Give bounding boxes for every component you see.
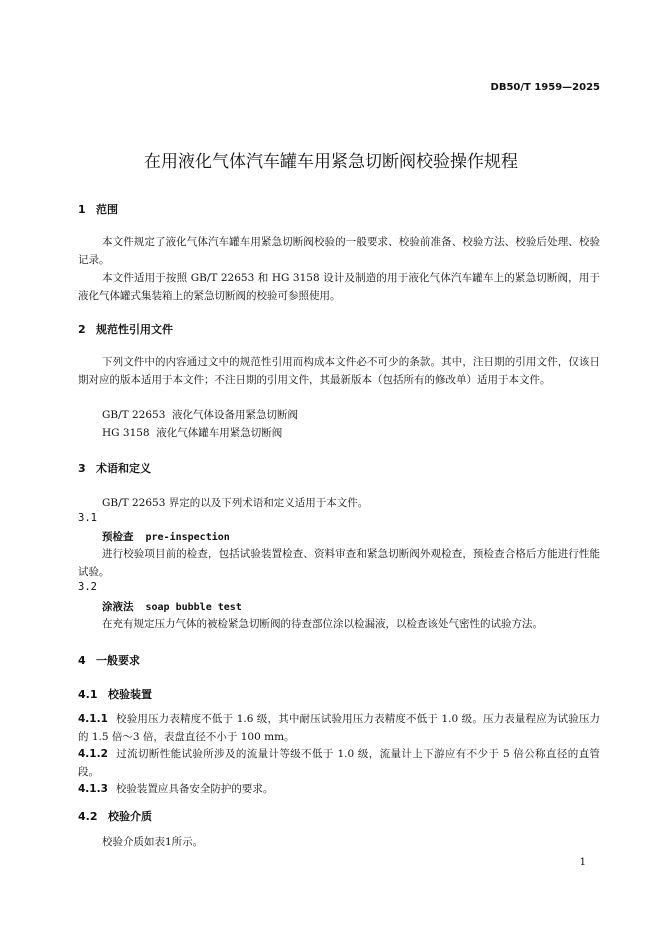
clause-4-1-3 bbox=[78, 780, 600, 798]
subsection-number: 4.2 bbox=[78, 810, 98, 823]
section-number: 4 bbox=[78, 654, 86, 667]
section-2-paragraph-1: 下列文件中的内容通过文中的规范性引用而构成本文件必不可少的条款。其中，注日期的引用文件，仅该日期对应的版本适用于本文件；不注日期的引用文件，其最新版本（包括所有的修改单）适用于本文件。 bbox=[78, 356, 600, 386]
section-1-paragraph-1: 本文件规定了液化气体汽车罐车用紧急切断阀校验的一般要求、校验前准备、校验方法、校验后处理、校验记录。 bbox=[78, 236, 600, 266]
clause-4-1-1 bbox=[78, 710, 600, 746]
term-number: 3.1 bbox=[78, 512, 97, 524]
term-chinese: 涂液法 bbox=[102, 601, 134, 613]
term-english: pre-inspection bbox=[145, 532, 230, 543]
clause-number: 4.1.3 bbox=[78, 783, 108, 795]
document-code: DB50/T 1959—2025 bbox=[490, 82, 600, 93]
term-entry bbox=[102, 529, 230, 544]
term-definition: 进行校验项目前的检查，包括试验装置检查、资料审查和紧急切断阀外观检查，预检查合格后方能进行性能试验。 bbox=[78, 548, 600, 578]
term-chinese: 预检查 bbox=[102, 531, 134, 543]
subsection-title: 校验介质 bbox=[108, 810, 152, 823]
section-title: 范围 bbox=[96, 203, 118, 216]
section-title: 术语和定义 bbox=[96, 462, 151, 475]
subsection-4-2-heading bbox=[78, 808, 152, 824]
clause-text: 校验装置应具备安全防护的要求。 bbox=[115, 783, 274, 795]
term-english: soap bubble test bbox=[145, 602, 242, 613]
page-number: 1 bbox=[579, 857, 586, 868]
section-2-heading bbox=[78, 321, 173, 337]
subsection-title: 校验装置 bbox=[108, 688, 152, 701]
section-3-intro: GB/T 22653 界定的以及下列术语和定义适用于本文件。 bbox=[102, 497, 369, 509]
section-number: 2 bbox=[78, 323, 86, 336]
section-title: 一般要求 bbox=[96, 654, 140, 667]
section-title: 规范性引用文件 bbox=[96, 323, 173, 336]
term-definition: 在充有规定压力气体的被检紧急切断阀的待查部位涂以检漏液，以检查该处气密性的试验方法。 bbox=[102, 618, 543, 630]
section-1-paragraph-2: 本文件适用于按照 GB/T 22653 和 HG 3158 设计及制造的用于液化气体汽车罐车上的紧急切断阀，用于液化气体罐式集装箱上的紧急切断阀的校验可参照使用。 bbox=[78, 272, 600, 302]
subsection-number: 4.1 bbox=[78, 688, 98, 701]
section-number: 3 bbox=[78, 462, 86, 475]
clause-text: 过流切断性能试验所涉及的流量计等级不低于 1.0 级，流量计上下游应有不少于 5 倍公称直径的直管段。 bbox=[78, 748, 600, 778]
document-title: 在用液化气体汽车罐车用紧急切断阀校验操作规程 bbox=[144, 152, 518, 172]
clause-text: 校验用压力表精度不低于 1.6 级，其中耐压试验用压力表精度不低于 1.0 级。压力表量程应为试验压力的 1.5 倍～3 倍，表盘直径不小于 100 mm。 bbox=[78, 713, 600, 743]
section-1-heading bbox=[78, 201, 118, 217]
subsection-4-2-paragraph: 校验介质如表1所示。 bbox=[102, 836, 204, 848]
term-entry bbox=[102, 599, 242, 614]
subsection-4-1-heading bbox=[78, 686, 152, 702]
clause-number: 4.1.1 bbox=[78, 713, 108, 725]
clause-4-1-2 bbox=[78, 745, 600, 781]
section-number: 1 bbox=[78, 203, 86, 216]
clause-number: 4.1.2 bbox=[78, 748, 108, 760]
section-3-heading bbox=[78, 460, 151, 476]
reference-item: HG 3158 液化气体罐车用紧急切断阀 bbox=[102, 427, 283, 439]
term-number: 3.2 bbox=[78, 581, 97, 593]
section-4-heading bbox=[78, 652, 140, 668]
reference-item: GB/T 22653 液化气体设备用紧急切断阀 bbox=[102, 409, 299, 421]
